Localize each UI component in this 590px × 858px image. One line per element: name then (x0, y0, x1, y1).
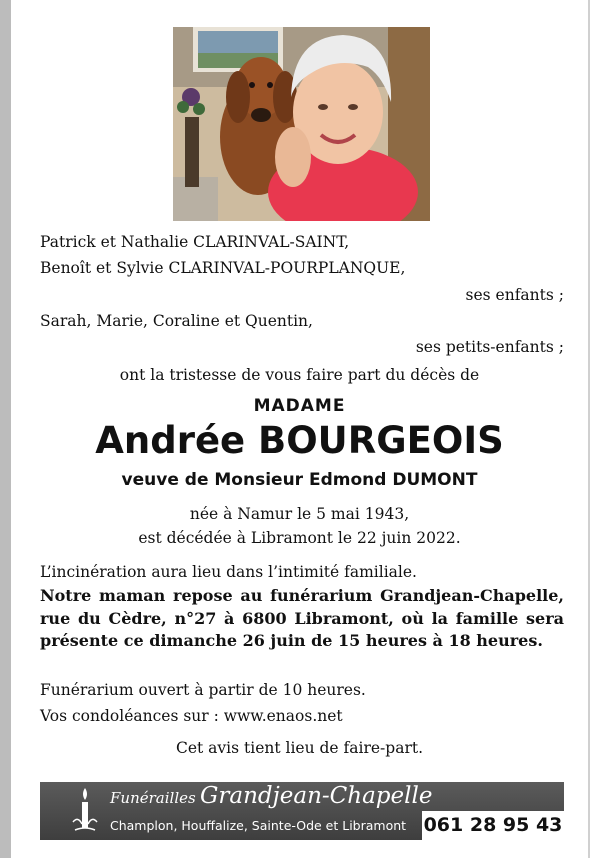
condolences-line: Vos condoléances sur : www.enaos.net (40, 707, 343, 725)
grandchildren-line: Sarah, Marie, Coraline et Quentin, (40, 312, 313, 330)
brand-prefix: Funérailles (110, 789, 196, 807)
phone-number[interactable]: 061 28 95 43 (422, 811, 564, 840)
children-line-2: Benoît et Sylvie CLARINVAL-POURPLANQUE, (40, 259, 406, 277)
announcement-line: ont la tristesse de vous faire part du décès de (119, 366, 480, 384)
birth-line: née à Namur le 5 mai 1943, (189, 505, 410, 523)
grandchildren-role: ses petits-enfants ; (415, 338, 564, 356)
brand-name: Grandjean-Chapelle (200, 783, 433, 809)
opening-hours-line: Funérarium ouvert à partir de 10 heures. (40, 681, 366, 699)
widow-line: veuve de Monsieur Edmond DUMONT (121, 470, 478, 490)
children-role: ses enfants ; (465, 286, 564, 304)
portrait-photo (173, 27, 430, 221)
left-border (0, 0, 11, 858)
children-line-1: Patrick et Nathalie CLARINVAL-SAINT, (40, 233, 350, 251)
funeral-home-banner (40, 782, 564, 840)
deceased-name: Andrée BOURGEOIS (95, 419, 504, 462)
repose-paragraph: Notre maman repose au funérarium Grandjean-Chapelle, rue du Cèdre, n°27 à 6800 Libramont, où la famille sera présente ce dimanche 26 juin de 15 heures à 18 heures. (40, 586, 564, 650)
deceased-title: MADAME (253, 396, 346, 416)
death-line: est décédée à Libramont le 22 juin 2022. (138, 529, 461, 547)
cremation-line: L’incinération aura lieu dans l’intimité familiale. (40, 563, 417, 581)
notice-line: Cet avis tient lieu de faire-part. (175, 739, 424, 757)
locations-line: Champlon, Houffalize, Sainte-Ode et Libramont (110, 818, 407, 833)
candle-icon (70, 786, 100, 836)
